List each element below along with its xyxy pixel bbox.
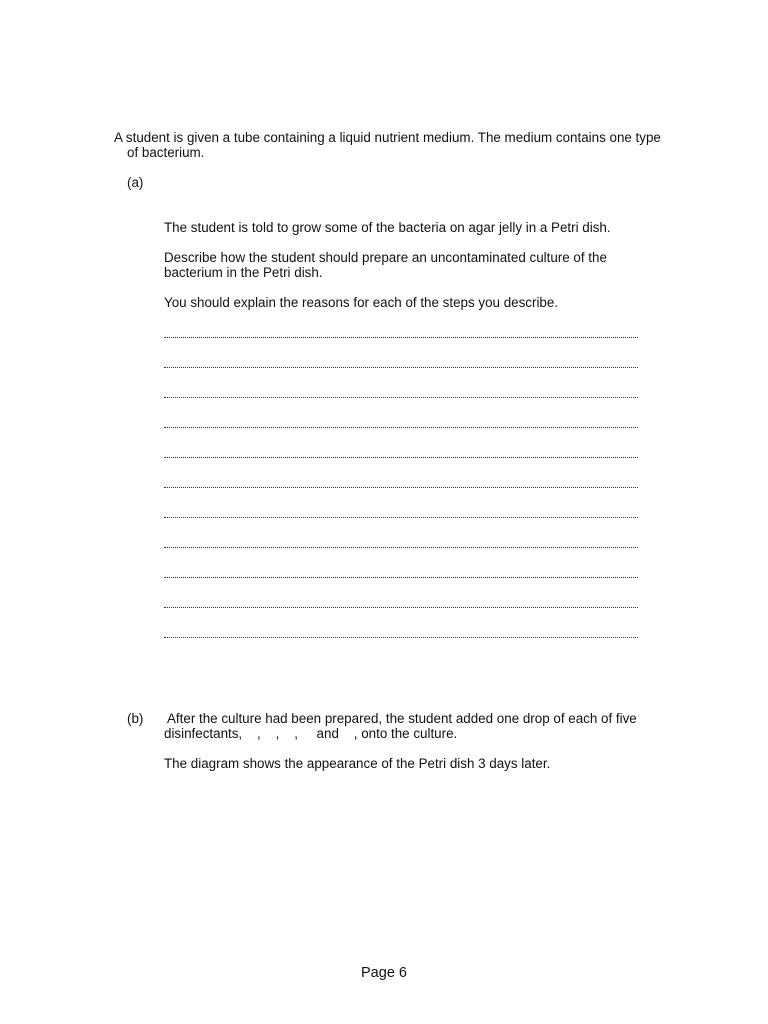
- answer-line[interactable]: [164, 397, 638, 398]
- part-a-instruction: The student is told to grow some of the bacteria on agar jelly in a Petri dish.: [164, 220, 611, 235]
- answer-line[interactable]: [164, 577, 638, 578]
- answer-line[interactable]: [164, 607, 638, 608]
- answer-line[interactable]: [164, 637, 638, 638]
- answer-line[interactable]: [164, 427, 638, 428]
- part-a-task-line-2: bacterium in the Petri dish.: [164, 265, 323, 280]
- answer-line[interactable]: [164, 457, 638, 458]
- question-intro: [114, 130, 714, 160]
- part-b-line-3: The diagram shows the appearance of the Petri dish 3 days later.: [164, 756, 551, 771]
- part-a-explain-note: You should explain the reasons for each of the steps you describe.: [164, 295, 559, 310]
- answer-line[interactable]: [164, 367, 638, 368]
- part-b-line-1: After the culture had been prepared, the student added one drop of each of five: [167, 711, 637, 726]
- answer-line[interactable]: [164, 547, 638, 548]
- answer-line[interactable]: [164, 517, 638, 518]
- intro-line-2: of bacterium.: [127, 145, 205, 160]
- part-a-task-line-1: Describe how the student should prepare an uncontaminated culture of the: [164, 250, 607, 265]
- part-b-line-2: disinfectants, , , , and , onto the culture.: [164, 726, 458, 741]
- answer-line[interactable]: [164, 487, 638, 488]
- part-a-label: (a): [127, 175, 144, 190]
- intro-line-1: A student is given a tube containing a liquid nutrient medium. The medium contains one type: [114, 130, 661, 145]
- page-number: Page 6: [361, 965, 407, 981]
- part-b-label: (b): [127, 711, 144, 726]
- answer-line[interactable]: [164, 337, 638, 338]
